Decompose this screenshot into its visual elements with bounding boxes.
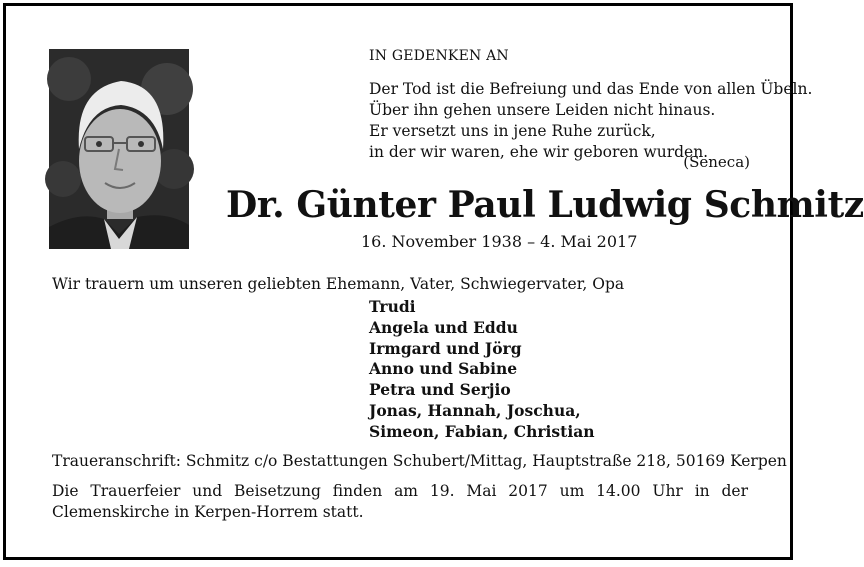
service-info: Die Trauerfeier und Beisetzung finden am 19. Mai 2017 um 14.00 Uhr in der Clemenskirche in Kerpen-Horrem statt.: [52, 482, 748, 521]
quote-line: Er versetzt uns in jene Ruhe zurück,: [369, 122, 656, 140]
family-member: Petra und Serjio: [369, 380, 511, 400]
quote-line: in der wir waren, ehe wir geboren wurden.: [369, 143, 709, 161]
family-member: Simeon, Fabian, Christian: [369, 421, 595, 441]
family-member: Irmgard und Jörg: [369, 338, 522, 358]
family-member: Trudi: [369, 297, 416, 316]
family-list: [369, 297, 595, 443]
life-dates: 16. November 1938 – 4. Mai 2017: [361, 232, 638, 251]
portrait-photo: [49, 49, 189, 249]
quote-line: Über ihn gehen unsere Leiden nicht hinaus.: [369, 101, 716, 119]
family-member: Anno und Sabine: [369, 359, 518, 379]
quote-line: Der Tod ist die Befreiung und das Ende von allen Übeln.: [369, 80, 813, 98]
intro-heading: IN GEDENKEN AN: [369, 48, 509, 64]
mourning-text: Wir trauern um unseren geliebten Ehemann, Vater, Schwiegervater, Opa: [52, 275, 625, 293]
portrait-image: [49, 49, 189, 249]
quote: [369, 79, 812, 163]
deceased-name: Dr. Günter Paul Ludwig Schmitz: [226, 184, 864, 226]
family-member: Jonas, Hannah, Joschua,: [369, 400, 581, 420]
quote-source: (Seneca): [683, 153, 750, 171]
mourning-address: Traueranschrift: Schmitz c/o Bestattungen Schubert/Mittag, Hauptstraße 218, 50169 Kerpen: [52, 452, 787, 470]
family-member: Angela und Eddu: [369, 317, 518, 337]
